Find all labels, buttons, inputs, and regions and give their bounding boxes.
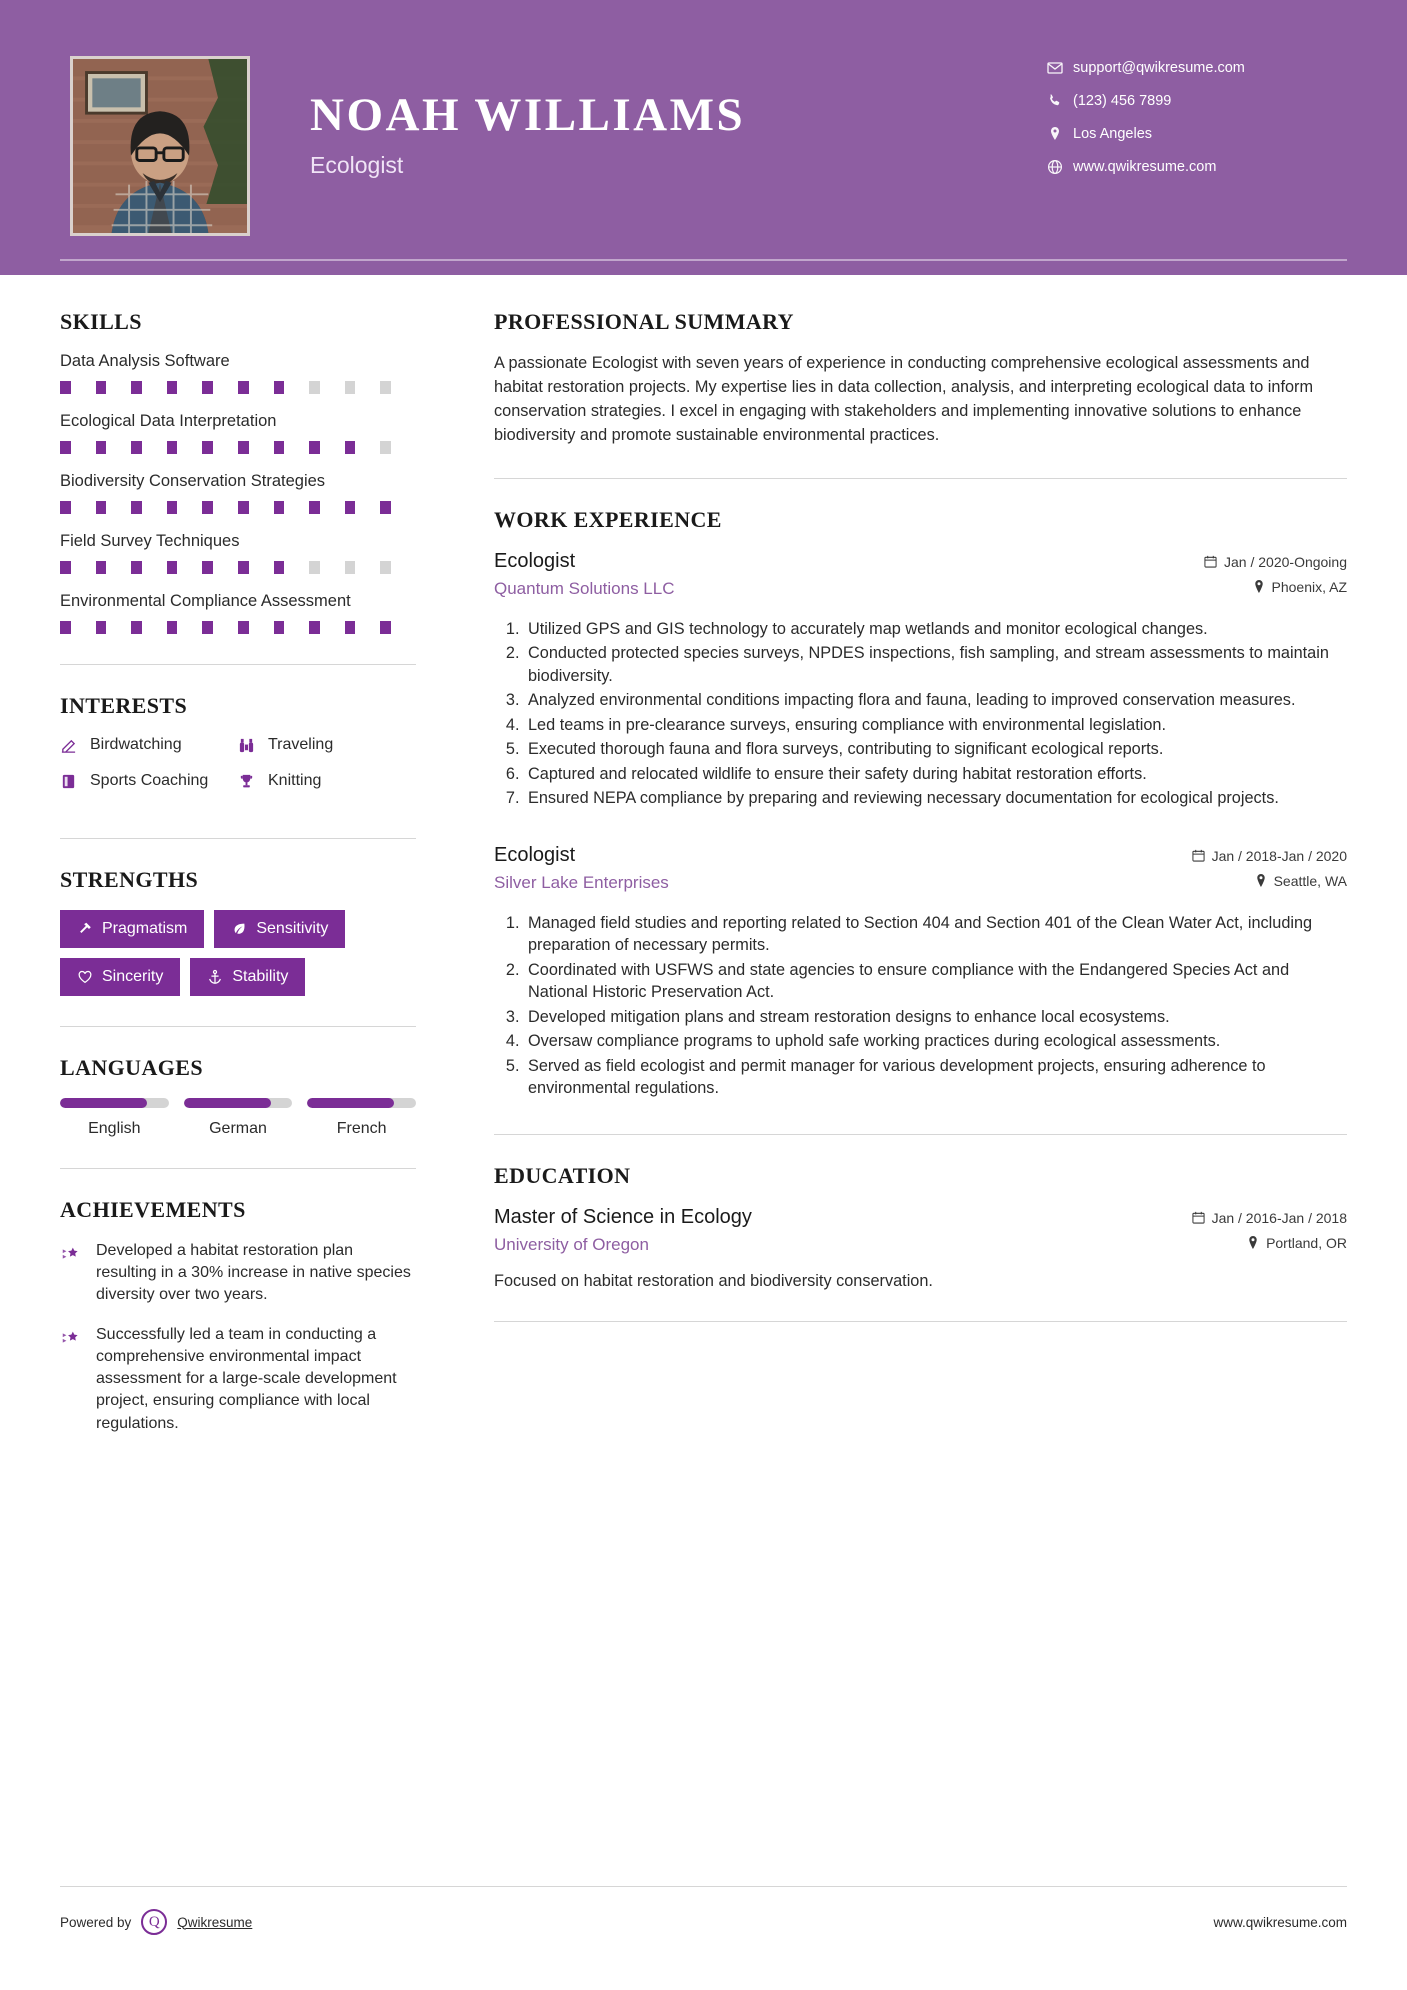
sidebar-divider <box>60 664 416 665</box>
skill-label: Field Survey Techniques <box>60 532 240 550</box>
summary-title: PROFESSIONAL SUMMARY <box>494 309 794 334</box>
skills-list <box>60 352 416 634</box>
job-bullet: 7. Ensured NEPA compliance by preparing and reviewing necessary documentation for ecological projects. <box>524 787 1347 809</box>
anchor-icon <box>207 969 223 985</box>
education-title: EDUCATION <box>494 1162 631 1188</box>
experience-entry <box>494 844 1347 1100</box>
job-dates-value: Jan / 2018-Jan / 2020 <box>1211 847 1347 864</box>
main-divider <box>494 1321 1347 1322</box>
achievement-text: Successfully led a team in conducting a comprehensive environmental impact assessment for a large-scale development project, ensuring compliance with local regulations. <box>96 1326 397 1432</box>
clipboard-icon <box>60 773 90 790</box>
language-level-bar <box>60 1098 169 1108</box>
job-bullet: 2. Coordinated with USFWS and state agencies to ensure compliance with the Endangered Species Act and National Historic Preservation Act. <box>524 959 1347 1004</box>
education-location <box>1192 1235 1347 1251</box>
skill-label: Ecological Data Interpretation <box>60 412 277 430</box>
education-degree: Master of Science in Ecology <box>494 1205 752 1228</box>
skill-rating <box>60 441 416 454</box>
skill-item <box>60 412 416 454</box>
resume-body <box>0 275 1407 1453</box>
resume-footer <box>60 1886 1347 1935</box>
interest-item <box>238 772 416 790</box>
contact-phone[interactable] <box>1047 93 1347 109</box>
header-divider <box>60 259 1347 261</box>
calendar-icon <box>1192 849 1205 862</box>
interest-item <box>60 736 238 754</box>
skill-rating <box>60 501 416 514</box>
map-pin-icon <box>1047 126 1073 142</box>
job-company: Silver Lake Enterprises <box>494 872 669 892</box>
resume-header <box>0 0 1407 275</box>
star-badge-icon <box>60 1324 96 1434</box>
skill-label: Environmental Compliance Assessment <box>60 592 351 610</box>
strength-chip <box>60 910 204 948</box>
strength-label: Pragmatism <box>102 920 188 937</box>
skill-label: Data Analysis Software <box>60 352 230 370</box>
sidebar <box>60 309 450 1453</box>
feather-pen-icon <box>60 737 90 754</box>
sidebar-divider <box>60 838 416 839</box>
education-school: University of Oregon <box>494 1234 649 1254</box>
language-item <box>60 1098 169 1138</box>
education-entry <box>494 1206 1347 1291</box>
globe-icon <box>1047 159 1073 175</box>
sidebar-divider <box>60 1168 416 1169</box>
achievements-list <box>60 1240 416 1435</box>
experience-title: WORK EXPERIENCE <box>494 506 722 532</box>
skill-label: Biodiversity Conservation Strategies <box>60 472 326 490</box>
binoculars-icon <box>238 737 268 754</box>
interests-list <box>60 736 416 808</box>
map-pin-icon <box>1255 874 1267 887</box>
achievement-item <box>60 1240 416 1306</box>
main-divider <box>494 1134 1347 1135</box>
job-location <box>1192 873 1347 889</box>
strengths-list <box>60 910 416 996</box>
powered-by-label: Powered by <box>60 1914 132 1930</box>
job-bullet: 1. Utilized GPS and GIS technology to accurately map wetlands and monitor ecological changes. <box>524 618 1347 640</box>
avatar <box>70 56 250 236</box>
interest-item <box>60 772 238 790</box>
job-dates-value: Jan / 2020-Ongoing <box>1224 553 1347 570</box>
achievements-title: ACHIEVEMENTS <box>60 1197 246 1222</box>
language-item <box>184 1098 293 1138</box>
interest-label: Traveling <box>268 736 334 753</box>
language-level-bar <box>184 1098 293 1108</box>
skill-item <box>60 532 416 574</box>
job-bullet: 6. Captured and relocated wildlife to ensure their safety during habitat restoration efforts. <box>524 763 1347 785</box>
education-description: Focused on habitat restoration and biodiversity conservation. <box>494 1271 933 1290</box>
name-block <box>310 56 1047 179</box>
job-title: Ecologist <box>494 549 576 572</box>
job-dates <box>1192 848 1347 864</box>
language-label: French <box>336 1120 387 1137</box>
job-company: Quantum Solutions LLC <box>494 578 675 598</box>
contact-location <box>1047 126 1347 142</box>
language-level-bar <box>307 1098 416 1108</box>
skill-rating <box>60 381 416 394</box>
strength-chip <box>214 910 345 948</box>
education-dates <box>1192 1210 1347 1226</box>
interest-label: Knitting <box>268 772 322 789</box>
map-pin-icon <box>1247 1236 1259 1249</box>
job-bullet: 3. Analyzed environmental conditions impacting flora and fauna, leading to improved conservation measures. <box>524 689 1347 711</box>
candidate-role: Ecologist <box>310 151 404 178</box>
heart-icon <box>77 969 93 985</box>
skill-rating <box>60 621 416 634</box>
strength-label: Stability <box>232 968 289 985</box>
leaf-icon <box>231 921 247 937</box>
languages-list <box>60 1098 416 1138</box>
contact-phone-value: (123) 456 7899 <box>1073 93 1172 109</box>
job-bullet: 3. Developed mitigation plans and stream restoration designs to enhance local ecosystems. <box>524 1006 1347 1028</box>
education-location-value: Portland, OR <box>1266 1234 1347 1251</box>
main-content <box>450 309 1347 1453</box>
strength-label: Sensitivity <box>256 920 329 937</box>
sidebar-divider <box>60 1026 416 1027</box>
job-bullet: 1. Managed field studies and reporting related to Section 404 and Section 401 of the Clean Water Act, including preparation of necessary permits. <box>524 912 1347 957</box>
achievement-item <box>60 1324 416 1434</box>
trophy-icon <box>238 773 268 790</box>
education-dates-value: Jan / 2016-Jan / 2018 <box>1211 1209 1347 1226</box>
summary-text: A passionate Ecologist with seven years of experience in conducting comprehensive ecological assessments and habitat restoration projects. My expertise lies in data collection, analysis, and interpreting ecological data to inform conservation strategies. I excel in engaging with stakeholders and implementing innovative solutions to enhance biodiversity and promote sustainable environmental practices. <box>494 354 1314 444</box>
achievement-text: Developed a habitat restoration plan resulting in a 30% increase in native species diversity over two years. <box>96 1242 411 1304</box>
job-location-value: Phoenix, AZ <box>1271 578 1347 595</box>
candidate-name: NOAH WILLIAMS <box>310 89 746 141</box>
languages-title: LANGUAGES <box>60 1055 203 1080</box>
skills-title: SKILLS <box>60 309 142 334</box>
job-bullets <box>494 618 1347 810</box>
contact-website-value: www.qwikresume.com <box>1073 159 1217 175</box>
strength-label: Sincerity <box>102 968 164 985</box>
strength-chip <box>60 958 180 996</box>
strengths-title: STRENGTHS <box>60 867 199 892</box>
footer-divider <box>60 1886 1347 1887</box>
star-badge-icon <box>60 1240 96 1306</box>
job-bullet: 4. Led teams in pre-clearance surveys, ensuring compliance with environmental legislation. <box>524 714 1347 736</box>
language-item <box>307 1098 416 1138</box>
contact-list <box>1047 56 1347 192</box>
job-bullet: 5. Executed thorough fauna and flora surveys, contributing to significant ecological reports. <box>524 738 1347 760</box>
skill-item <box>60 352 416 394</box>
strength-chip <box>190 958 305 996</box>
interest-item <box>238 736 416 754</box>
calendar-icon <box>1204 555 1217 568</box>
skill-rating <box>60 561 416 574</box>
job-bullet: 5. Served as field ecologist and permit manager for various development projects, ensuring adherence to environmental regulations. <box>524 1055 1347 1100</box>
powered-by <box>60 1909 252 1935</box>
map-pin-icon <box>1253 580 1265 593</box>
main-divider <box>494 478 1347 479</box>
skill-item <box>60 592 416 634</box>
calendar-icon <box>1192 1211 1205 1224</box>
interest-label: Sports Coaching <box>90 772 209 789</box>
qwikresume-link[interactable]: Qwikresume <box>177 1914 253 1930</box>
phone-icon <box>1047 93 1073 109</box>
language-label: English <box>88 1120 141 1137</box>
job-location <box>1204 579 1347 595</box>
experience-entry <box>494 550 1347 810</box>
hammer-icon <box>77 921 93 937</box>
language-label: German <box>209 1120 267 1137</box>
contact-email-value: support@qwikresume.com <box>1073 60 1245 76</box>
interest-label: Birdwatching <box>90 736 182 753</box>
job-location-value: Seattle, WA <box>1273 872 1347 889</box>
skill-item <box>60 472 416 514</box>
job-bullets <box>494 912 1347 1100</box>
qwikresume-logo-icon: Q <box>141 1909 167 1935</box>
contact-website[interactable] <box>1047 159 1347 175</box>
job-title: Ecologist <box>494 843 576 866</box>
contact-email[interactable] <box>1047 60 1347 76</box>
job-bullet: 4. Oversaw compliance programs to uphold safe working practices during ecological assessments. <box>524 1030 1347 1052</box>
contact-location-value: Los Angeles <box>1073 126 1153 142</box>
job-dates <box>1204 554 1347 570</box>
footer-url: www.qwikresume.com <box>1213 1914 1347 1930</box>
envelope-icon <box>1047 60 1073 76</box>
interests-title: INTERESTS <box>60 693 188 718</box>
job-bullet: 2. Conducted protected species surveys, NPDES inspections, fish sampling, and stream assessments to maintain biodiversity. <box>524 642 1347 687</box>
